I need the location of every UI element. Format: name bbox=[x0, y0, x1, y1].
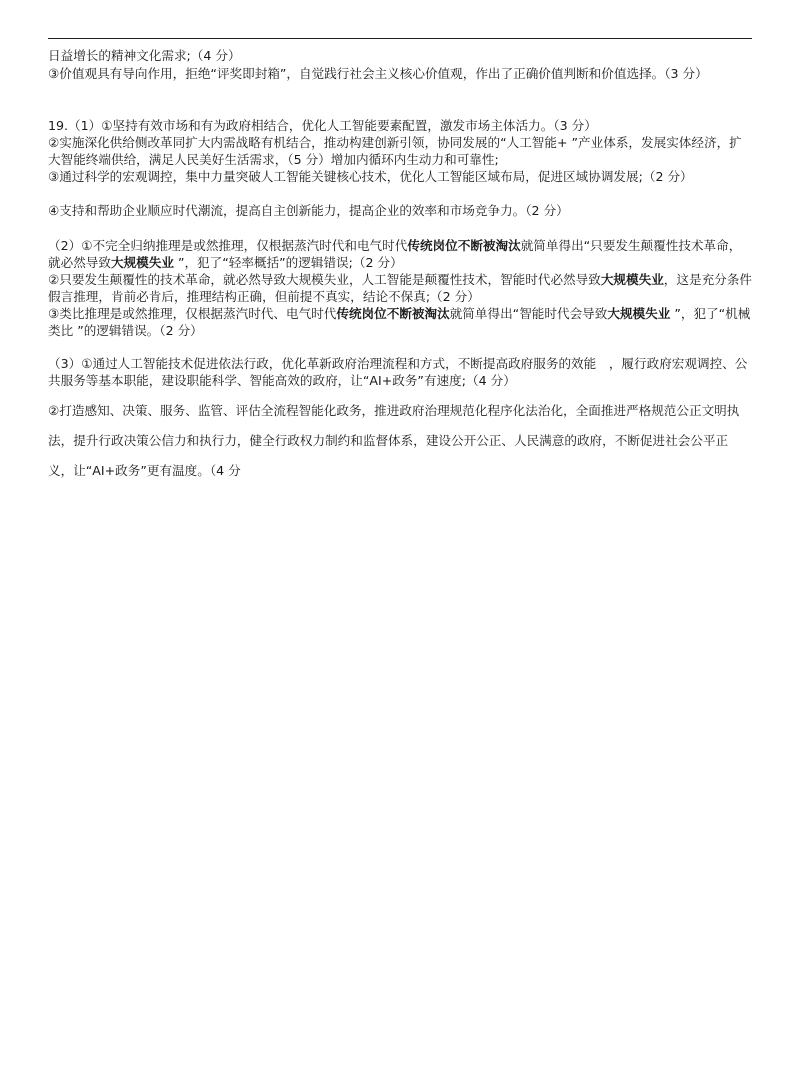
q19-3-point-1: （3）①通过人工智能技术促进依法行政，优化革新政府治理流程和方式，不断提高政府服务的效能 ，履行政府宏观调控、公共服务等基本职能，建设职能科学、智能高效的政府，让“AI+政务”有速度;（4 分） bbox=[48, 356, 748, 388]
q19-3-point-2: ②打造感知、决策、服务、监管、评估全流程智能化政务，推进政府治理规范化程序化法治化，全面推进严格规范公正文明执法，提升行政决策公信力和执行力，健全行政权力制约和监督体系，建设公开公正、人民满意的政府，不断促进社会公平正义，让“AI+政务”更有温度。（4 分 bbox=[48, 403, 740, 478]
text-run: ，这是充分条件假言推理，肯前必肯后，推理结构正确，但前提不真实，结论不保真;（2 分） bbox=[48, 272, 752, 304]
text-run: 就简单得出“只要发生颠覆性技术革命，就必然导致 bbox=[48, 238, 742, 270]
text-run: ”，犯了“机械类比 ”的逻辑错误。（2 分） bbox=[48, 306, 751, 338]
text-run: ”，犯了“轻率概括”的逻辑错误;（2 分） bbox=[173, 255, 403, 270]
bold-text-run: 传统岗位不断被淘汰 bbox=[407, 238, 521, 253]
q19-2-point-2 bbox=[48, 271, 752, 305]
header-rule bbox=[48, 38, 752, 39]
text-run: ②只要发生颠覆性的技术革命，就必然导致大规模失业，人工智能是颠覆性技术，智能时代必然导致 bbox=[48, 272, 601, 287]
text-run: （2）①不完全归纳推理是或然推理，仅根据蒸汽时代和电气时代 bbox=[48, 238, 408, 253]
text-run: 就简单得出“智能时代会导致 bbox=[449, 306, 608, 321]
q19-2-point-1 bbox=[48, 237, 752, 271]
bold-text-run: 大规模失业 bbox=[607, 306, 671, 321]
bold-text-run: 大规模失业 bbox=[110, 255, 174, 270]
q19-point-1: 19.（1）①坚持有效市场和有为政府相结合，优化人工智能要素配置，激发市场主体活力。（3 分） bbox=[48, 118, 597, 133]
q19-point-3: ③通过科学的宏观调控，集中力量突破人工智能关键核心技术，优化人工智能区域布局，促进区域协调发展;（2 分） bbox=[48, 169, 693, 184]
bold-text-run: 传统岗位不断被淘汰 bbox=[336, 306, 450, 321]
answer-line-2: ③价值观具有导向作用，拒绝“评奖即封箱”，自觉践行社会主义核心价值观，作出了正确价值判断和价值选择。（3 分） bbox=[48, 66, 708, 81]
text-run: ③类比推理是或然推理，仅根据蒸汽时代、电气时代 bbox=[48, 306, 337, 321]
answer-line-1: 日益增长的精神文化需求;（4 分） bbox=[48, 48, 241, 63]
bold-text-run: 大规模失业 bbox=[600, 272, 664, 287]
q19-point-4: ④支持和帮助企业顺应时代潮流，提高自主创新能力，提高企业的效率和市场竞争力。（2 分） bbox=[48, 203, 569, 218]
q19-2-point-3 bbox=[48, 305, 752, 339]
q19-point-2: ②实施深化供给侧改革同扩大内需战略有机结合，推动构建创新引领，协同发展的“人工智能+ ”产业体系，发展实体经济，扩大智能终端供给，满足人民美好生活需求，（5 分）增加内循环内生动力和可靠性; bbox=[48, 135, 742, 167]
